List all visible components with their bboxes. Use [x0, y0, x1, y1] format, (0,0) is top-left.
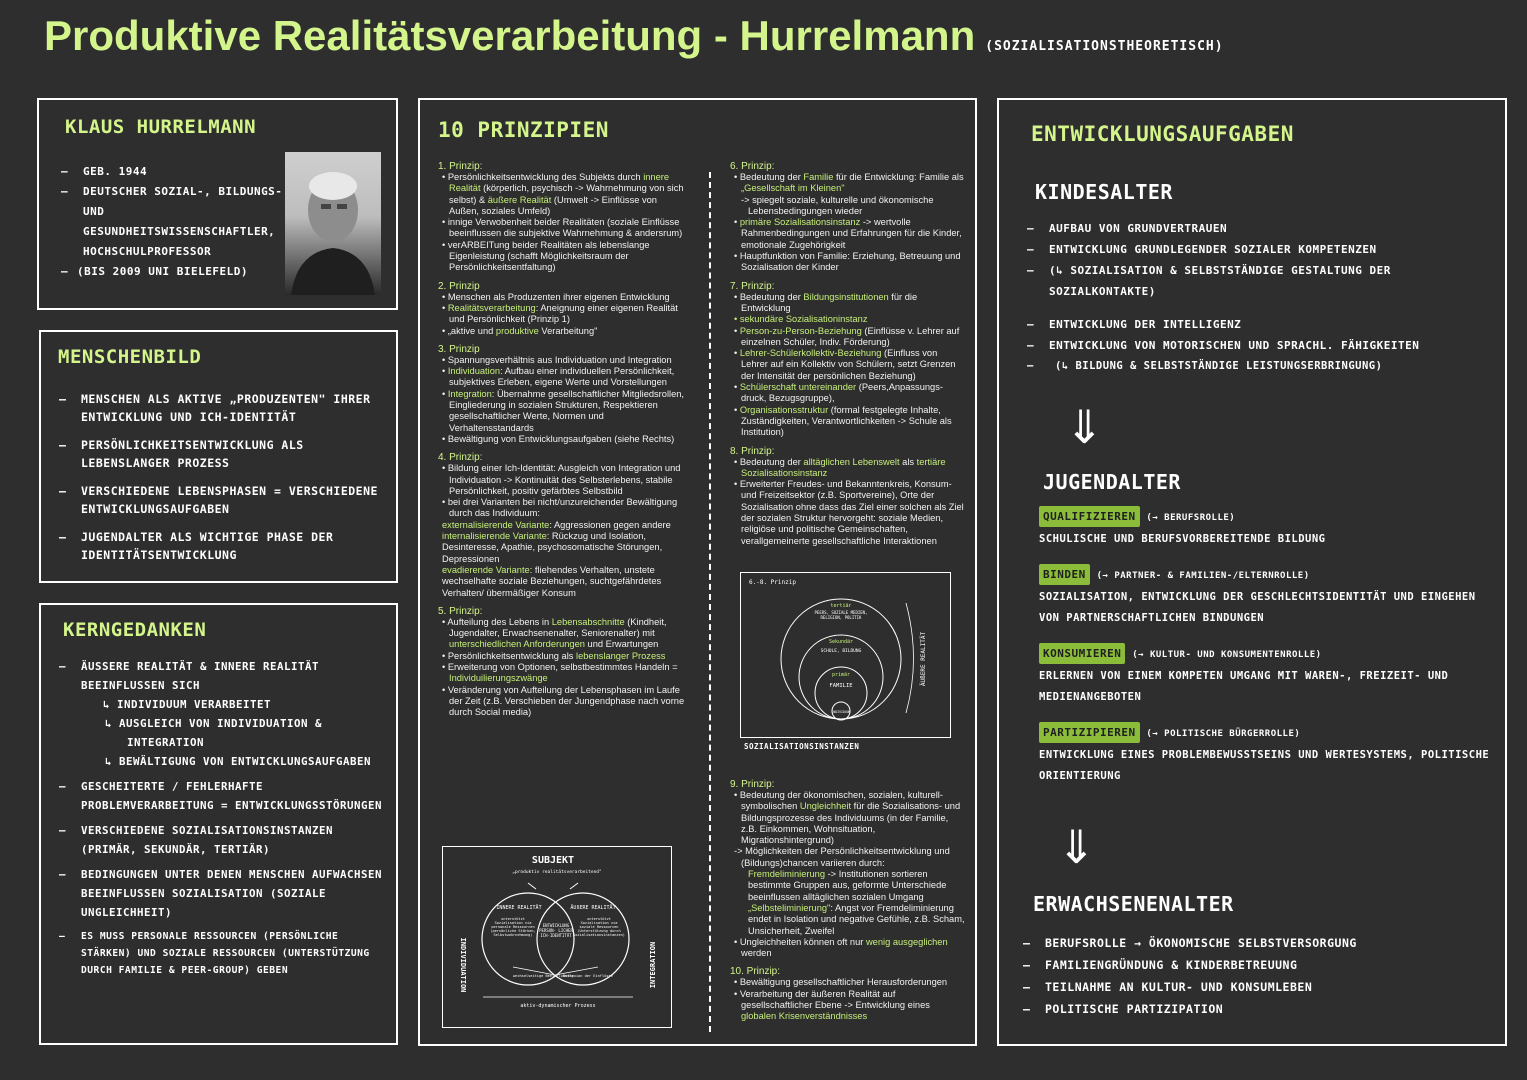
double-down-arrow-icon: ⇓	[1065, 400, 1104, 454]
menschenbild-item: – PERSÖNLICHKEITSENTWICKLUNG ALS LEBENSLANGER PROZESS	[59, 436, 389, 472]
prinzip-8-body: • Bedeutung der alltäglichen Lebenswelt als tertiäre Sozialisationsinstanz • Erweiterter Freudes- und Bekanntenkreis, Konsum- und Freizeitsektor (z.B. Sportvereine), Orte der Sozialisation ohne dass das Ziel einer solchen als Ziel der sozialen Struktur hervorgeht: soziale Medien, religiöse und politische Gemeinschaften, verallgemeinerte gesellschaftliche Interaktionen	[734, 456, 964, 546]
prinzip-6-head: 6. Prinzip:	[730, 161, 775, 172]
subjekt-title: SUBJEKT	[531, 855, 575, 866]
prinzip-8-head: 8. Prinzip:	[730, 445, 775, 457]
erwachsenenalter-list	[1023, 932, 1493, 1020]
prinzip-9-body: • Bedeutung der ökonomischen, sozialen, kulturell-symbolischen Ungleichheit für die Sozialisations- und Bildungsprozesse des Individuums (in der Familie, z.B. Einkommen, Wohnsituation, Migrationshintergrund) -> Möglichkeiten der Persönlichkeitsentwicklung und (Bildungs)chancen variieren durch: Fremdeliminierung -> Institutionen sortieren bestimmte Gruppen aus, geformte Unterschiede beeinflussen alltäglichen sozialen Umgang „Selbsteliminierung": Angst vor Fremdeliminierung endet in Isolation und negative Gefühle, z.B. Scham, Unsicherheit, Zweifel • Ungleichheiten können oft nur wenig ausgeglichen werden	[734, 790, 965, 959]
individuation-label: INDIVIDUATION	[459, 937, 467, 993]
panel-menschenbild	[39, 330, 398, 583]
menschenbild-list	[59, 390, 389, 564]
erwachsen-item: – POLITISCHE PARTIZIPATION	[1023, 998, 1493, 1020]
innere-desc: unterstützt Sozialisation via personale Ressourcen (persönliche Stärken, Selbstwahrnehmung)	[490, 917, 536, 937]
prinzipien-right-column-lower	[730, 772, 966, 1023]
jugendalter-title: JUGENDALTER	[1043, 470, 1181, 494]
menschenbild-item: – MENSCHEN ALS AKTIVE „PRODUZENTEN" IHRER ENTWICKLUNG UND ICH-IDENTITÄT	[59, 390, 389, 426]
konsumieren-row: KONSUMIEREN (→ KULTUR- UND KONSUMENTENROLLE)	[1039, 643, 1499, 666]
erwachsen-item: – TEILNAHME AN KULTUR- UND KONSUMLEBEN	[1023, 976, 1493, 998]
prinzip-9-head: 9. Prinzip:	[730, 779, 775, 790]
person-heading: KLAUS HURRELMANN	[65, 116, 257, 138]
double-down-arrow-icon: ⇓	[1057, 820, 1096, 874]
instanzen-diagram	[740, 572, 951, 738]
page-subtitle: (SOZIALISATIONSTHEORETISCH)	[985, 39, 1224, 54]
entwicklungsaufgaben-heading: ENTWICKLUNGSAUFGABEN	[1031, 122, 1294, 146]
kind-sub: – (↳ BILDUNG & SELBSTSTÄNDIGE LEISTUNGSERBRINGUNG)	[1027, 356, 1497, 377]
prinzip-10-body: • Bewältigung gesellschaftlicher Herausforderungen • Verarbeitung der äußeren Realität auf gesellschaftlicher Ebene -> Entwicklung eines globalen Krisenverständnisses	[734, 977, 948, 1022]
kerngedanken-item: – BEDINGUNGEN UNTER DENEN MENSCHEN AUFWACHSEN BEEINFLUSSEN SOZIALISATION (SOZIALE UNGLEICHHEIT)	[59, 865, 391, 922]
kern-sub: ↳ INDIVIDUUM VERARBEITET	[103, 698, 272, 711]
binden-desc: SOZIALISATION, ENTWICKLUNG DER GESCHLECHTSIDENTITÄT UND EINGEHEN VON PARTNERSCHAFTLICHEN BINDUNGEN	[1039, 591, 1476, 624]
prinzip-1-body: • Persönlichkeitsentwicklung des Subjekts durch innere Realität (körperlich, psychisch -> Wahrnehmung von sich selbst) & äußere Realität (Umwelt -> Einflüsse von Außen, soziales Umfeld) • innige Verwobenheit beider Realitäten (soziale Einflüsse beeinflussen die subjektive Wahrnehmung & andersrum) • verARBEITung beider Realitäten als lebenslange Eigenleistung (schafft Möglichkeitsraum der Persönlichkeitsentfaltung)	[442, 172, 684, 273]
menschenbild-item: – JUGENDALTER ALS WICHTIGE PHASE DER IDENTITÄTSENTWICKLUNG	[59, 528, 389, 564]
tertiaer-label: tertiär	[830, 603, 852, 609]
kerngedanken-heading: KERNGEDANKEN	[63, 619, 207, 641]
panel-prinzipien	[418, 98, 977, 1046]
prinzip-3-head: 3. Prinzip	[438, 343, 480, 355]
page-title: Produktive Realitätsverarbeitung - Hurrelmann (SOZIALISATIONSTHEORETISCH)	[44, 12, 1224, 59]
qualifizieren-desc: SCHULISCHE UND BERUFSVORBEREITENDE BILDUNG	[1039, 533, 1326, 545]
prinzip-10-head: 10. Prinzip:	[730, 966, 781, 978]
prinzip-1-head: 1. Prinzip:	[438, 161, 483, 172]
kerngedanken-item: – VERSCHIEDENE SOZIALISATIONSINSTANZEN (PRIMÄR, SEKUNDÄR, TERTIÄR)	[59, 821, 391, 859]
subjekt-diagram	[442, 846, 672, 1028]
tertiaer-desc: PEERS, SOZIALE MEDIEN, RELIGION, POLITIK	[814, 610, 868, 620]
prinzip-2-head: 2. Prinzip	[438, 280, 480, 292]
kern-sub: ↳ AUSGLEICH VON INDIVIDUATION & INTEGRATION	[105, 717, 323, 749]
sekundaer-desc: SCHULE, BILDUNG	[820, 649, 862, 654]
innere-label: INNERE REALITÄT	[496, 905, 542, 911]
binden-badge: BINDEN	[1039, 564, 1090, 585]
prinzip-7-head: 7. Prinzip:	[730, 280, 775, 292]
kind-sub: – (↳ SOZIALISATION & SELBSTSTÄNDIGE GESTALTUNG DER SOZIALKONTAKTE)	[1027, 260, 1497, 302]
binden-row: BINDEN (→ PARTNER- & FAMILIEN-/ELTERNROLLE)	[1039, 564, 1499, 587]
panel-kerngedanken	[39, 603, 398, 1045]
individuum-label: INDIVIDUUM	[831, 710, 851, 714]
prinzipien-right-column	[730, 154, 966, 547]
jugendalter-block	[1039, 506, 1499, 787]
aeussere-realitaet-side: ÄUßERE REALITÄT	[920, 631, 927, 687]
partizipieren-row: PARTIZIPIEREN (→ POLITISCHE BÜRGERROLLE)	[1039, 722, 1499, 745]
konsumieren-badge: KONSUMIEREN	[1039, 643, 1125, 664]
prinzip-2-body: • Menschen als Produzenten ihrer eigenen Entwicklung • Realitätsverarbeitung: Aneignung einer eigenen Realität und Persönlichkeit (Prinzip 1) • „aktive und produktive Verarbeitung"	[442, 291, 678, 336]
bottom-label: aktiv-dynamischer Prozess	[520, 1003, 596, 1009]
prinzip-7-body: • Bedeutung der Bildungsinstitutionen für die Entwicklung • sekundäre Sozialisationinstanz • Person-zu-Person-Beziehung (Einflüsse v. Lehrer auf einzelnen Schüler, Indiv. Förderung) • Lehrer-Schülerkollektiv-Beziehung (Einfluss von Lehrer auf ein Kollektiv von Schülern, setzt Grenzen der Intensität der persönlichen Beziehung) • Schülerschaft untereinander (Peers,Anpassungs-druck, Bezugsgruppe), • Organisationsstruktur (formal festgelegte Inhalte, Zuständigkeiten, Verantwortlichkeiten -> Schule als Institution)	[734, 291, 960, 438]
subjekt-title-sub: „produktiv realitätsverarbeitend"	[512, 870, 602, 875]
kind-item: – ENTWICKLUNG GRUNDLEGENDER SOZIALER KOMPETENZEN	[1027, 239, 1497, 260]
integration-label: INTEGRATION	[649, 941, 657, 989]
prinzip-5-head: 5. Prinzip:	[438, 605, 483, 617]
column-divider	[709, 172, 711, 1032]
prinzip-4-body: • Bildung einer Ich-Identität: Ausgleich von Integration und Individuation -> Kontinuität des Selbsterlebens, stabile Persönlichkeit, positiv gefärbtes Selbstbild • bei drei Varianten bei nicht/unzureichender Bewältigung durch das Individuum: externalisierende Variante: Aggressionen gegen andere internalisierende Variante: Rückzug und Isolation, Desinteresse, Apathie, psychosomatische Störungen, Depressionen evadierende Variante: fliehendes Verhalten, unstete wechselhafte soziale Beziehungen, suchtgefährdetes Verhalten/ übermäßiger Konsum	[442, 463, 681, 598]
prinzipien-heading: 10 PRINZIPIEN	[438, 118, 609, 142]
arrow-left-label: wechselseitige Beeinflussung	[513, 974, 574, 978]
konsumieren-desc: ERLERNEN VON EINEM KOMPETEN UMGANG MIT WAREN-, FREIZEIT- UND MEDIENANGEBOTEN	[1039, 670, 1449, 703]
familie-label: FAMILIE	[829, 683, 853, 689]
kerngedanken-list	[59, 657, 391, 979]
kind-item: – ENTWICKLUNG VON MOTORISCHEN UND SPRACHL. FÄHIGKEITEN	[1027, 335, 1497, 356]
partizipieren-desc: ENTWICKLUNG EINES PROBLEMBEWUSSTSEINS UND WERTESYSTEMS, POLITISCHE ORIENTIERUNG	[1039, 749, 1490, 782]
person-birth: – GEB. 1944	[61, 162, 291, 182]
prinzip-5-body: • Aufteilung des Lebens in Lebensabschnitte (Kindheit, Jugendalter, Erwachsenenalter, Seniorenalter) mit unterschiedlichen Anforderungen und Erwartungen • Persönlichkeitsentwicklung als lebenslanger Prozess • Erweiterung von Optionen, selbstbestimmtes Handeln = Individuilierungszwänge • Veränderung von Aufteilung der Lebensphasen im Laufe der Zeit (z.B. Verschieben der Jungendphase nach vorne durch Social media)	[442, 616, 685, 718]
center-label: ENTWICKLUNG PERSON- LICHER ICH-IDENTITÄT	[539, 923, 573, 938]
kindesalter-title: KINDESALTER	[1035, 180, 1173, 204]
kind-item: – AUFBAU VON GRUNDVERTRAUEN	[1027, 218, 1497, 239]
menschenbild-heading: MENSCHENBILD	[58, 346, 202, 368]
kern-realitaet: – ÄUSSERE REALITÄT & INNERE REALITÄT BEEINFLUSSEN SICH	[81, 660, 320, 692]
prinzipien-left-column	[438, 154, 686, 718]
partizipieren-badge: PARTIZIPIEREN	[1039, 722, 1140, 743]
kerngedanken-item	[59, 657, 391, 771]
kindesalter-list	[1027, 218, 1497, 377]
primaer-label: primär	[831, 672, 851, 678]
person-list	[61, 162, 291, 282]
prinzip-6-body: • Bedeutung der Familie für die Entwicklung: Familie als „Gesellschaft im Kleinen" -> spiegelt soziale, kulturelle und ökonomische Lebensbedingungen wieder • primäre Sozialisationsinstanz -> wertvolle Rahmenbedingungen und Erfahrungen für die Kinder, emotionale Zugehörigkeit • Hauptfunktion von Familie: Erziehung, Betreuung und Sozialisation der Kinder	[734, 172, 964, 273]
kern-sub: ↳ BEWÄLTIGUNG VON ENTWICKLUNGSAUFGABEN	[105, 755, 372, 768]
aeussere-desc: unterstützt Sozialisation via soziale Ressourcen (Unterstützung durch Sozialisationsinstanzen)	[573, 917, 625, 937]
kerngedanken-item: – ES MUSS PERSONALE RESSOURCEN (PERSÖNLICHE STÄRKEN) UND SOZIALE RESSOURCEN (UNTERSTÜTZUNG DURCH FAMILIE & PEER-GROUP) GEBEN	[59, 928, 391, 979]
person-profession: – DEUTSCHER SOZIAL-, BILDUNGS- UND GESUNDHEITSWISSENSCHAFTLER, HOCHSCHULPROFESSOR	[61, 182, 291, 262]
erwachsen-item: – FAMILIENGRÜNDUNG & KINDERBETREUUNG	[1023, 954, 1493, 976]
menschenbild-item: – VERSCHIEDENE LEBENSPHASEN = VERSCHIEDENE ENTWICKLUNGSAUFGABEN	[59, 482, 389, 518]
kind-item: – ENTWICKLUNG DER INTELLIGENZ	[1027, 314, 1497, 335]
erwachsenenalter-title: ERWACHSENENALTER	[1033, 892, 1234, 916]
panel-entwicklungsaufgaben	[997, 98, 1507, 1046]
erwachsen-item: – BERUFSROLLE → ÖKONOMISCHE SELBSTVERSORGUNG	[1023, 932, 1493, 954]
instanzen-label: 6.-8. Prinzip	[749, 579, 796, 586]
qualifizieren-badge: QUALIFIZIEREN	[1039, 506, 1140, 527]
prinzip-4-head: 4. Prinzip:	[438, 452, 483, 464]
kerngedanken-item: – GESCHEITERTE / FEHLERHAFTE PROBLEMVERARBEITUNG = ENTWICKLUNGSSTÖRUNGEN	[59, 777, 391, 815]
prinzip-3-body: • Spannungsverhältnis aus Individuation und Integration • Individuation: Aufbau einer individuellen Persönlichkeit, subjektives Erleben, eigene Werte und Vorstellungen • Integration: Übernahme gesellschaftlicher Mitgliedsrollen, Eingliederung in sozialen Strukturen, Respektieren gesellschaftlicher Werte, Normen und Verhaltensstandards • Bewältigung von Entwicklungsaufgaben (siehe Rechts)	[442, 354, 685, 444]
aeussere-label: ÄUßERE REALITÄT	[570, 905, 616, 911]
person-uni: – (BIS 2009 UNI BIELEFELD)	[61, 262, 291, 282]
qualifizieren-row: QUALIFIZIEREN (→ BERUFSROLLE)	[1039, 506, 1499, 529]
portrait-photo	[285, 152, 381, 295]
arrow-right-label: Reflexion der Einflüsse	[563, 974, 613, 978]
instanzen-caption: SOZIALISATIONSINSTANZEN	[744, 742, 860, 751]
sekundaer-label: Sekundär	[828, 639, 854, 645]
